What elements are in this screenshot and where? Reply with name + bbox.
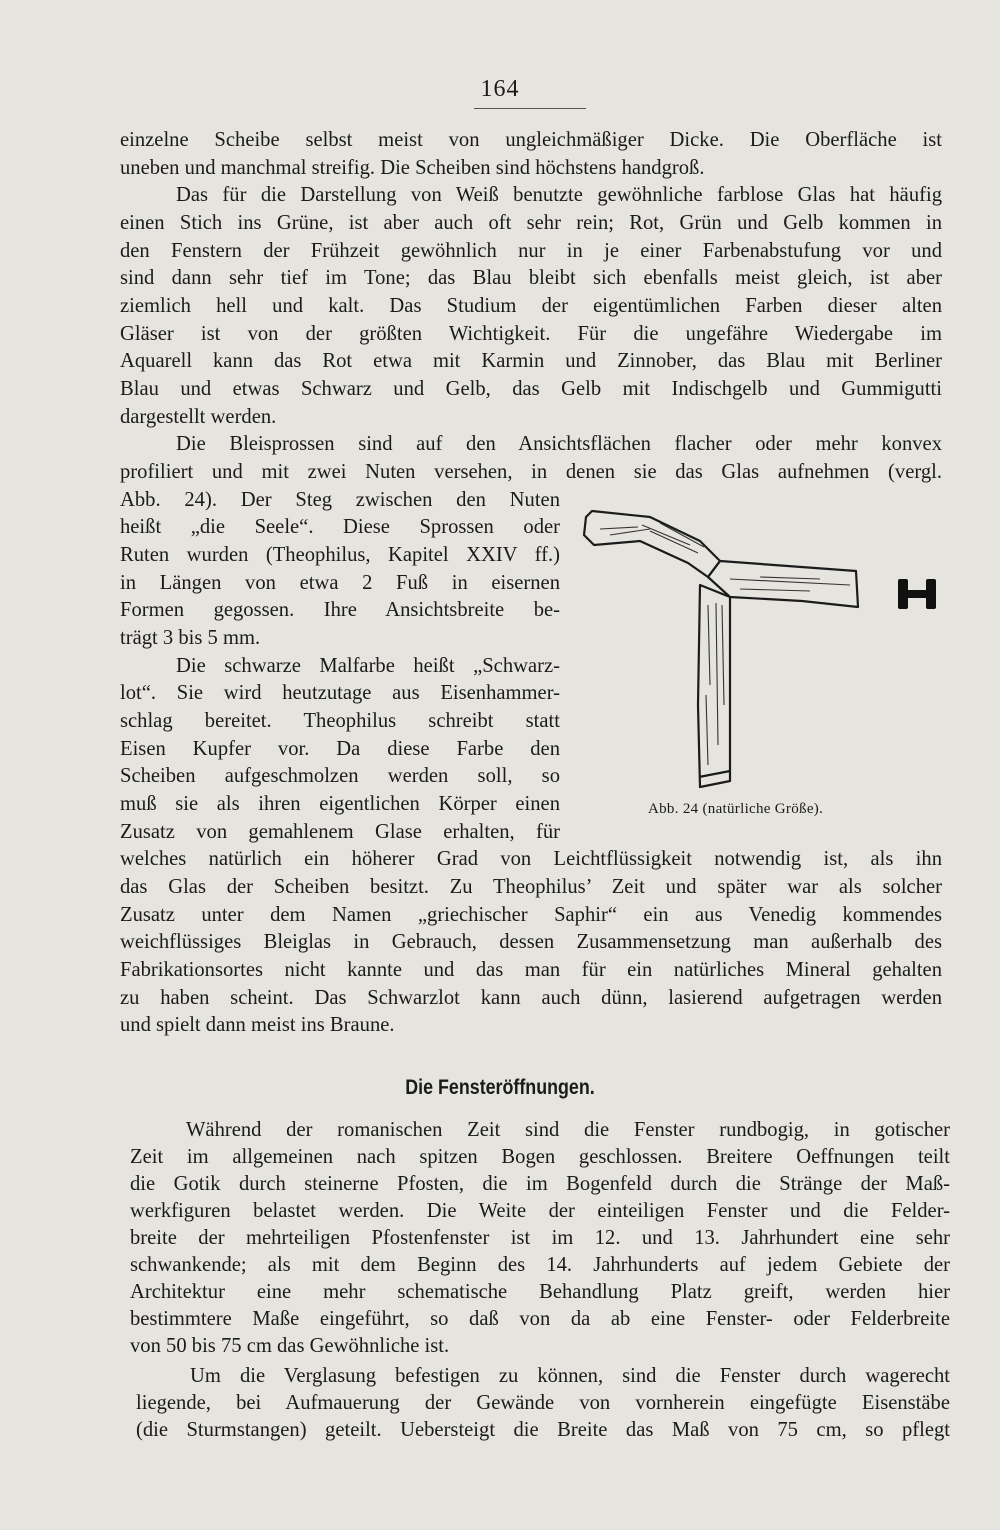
text-line: Gläser ist von der größten Wichtigkeit. Für die ungefähre Wiedergabe im (120, 323, 942, 345)
text-line: werkfiguren belastet werden. Die Weite der einteiligen Fenster und die Felder- (130, 1200, 950, 1222)
text-line: Architektur eine mehr schematische Behandlung Platz greift, werden hier (130, 1281, 950, 1303)
text-line: Zeit im allgemeinen nach spitzen Bogen geschlossen. Breitere Oeffnungen teilt (130, 1146, 950, 1168)
text-line: und spielt dann meist ins Braune. (120, 1014, 395, 1036)
text-line: liegende, bei Aufmauerung der Gewände von vornherein eingefügte Eisenstäbe (136, 1392, 950, 1414)
text-line: einen Stich ins Grüne, ist aber auch oft sehr rein; Rot, Grün und Gelb kommen in (120, 212, 942, 234)
text-line: lot“. Sie wird heutzutage aus Eisenhammer- (120, 682, 560, 704)
text-line: Aquarell kann das Rot etwa mit Karmin und Zinnober, das Blau mit Berliner (120, 350, 942, 372)
text-line: muß sie als ihren eigentlichen Körper einen (120, 793, 560, 815)
text-line: weichflüssiges Bleiglas in Gebrauch, dessen Zusammensetzung man außerhalb des (120, 931, 942, 953)
text-line: Ruten wurden (Theophilus, Kapitel XXIV ff.) (120, 544, 560, 566)
text-line: Formen gegossen. Ihre Ansichtsbreite be- (120, 599, 560, 621)
text-line: schwankende; als mit dem Beginn des 14. Jahrhunderts auf jedem Gebiete der (130, 1254, 950, 1276)
text-line: Um die Verglasung befestigen zu können, sind die Fenster durch wagerecht (190, 1365, 950, 1387)
text-line: trägt 3 bis 5 mm. (120, 627, 261, 649)
text-line: dargestellt werden. (120, 406, 277, 428)
text-line: heißt „die Seele“. Diese Sprossen oder (120, 516, 560, 538)
text-line: Das für die Darstellung von Weiß benutzte gewöhnliche farblose Glas hat häufig (176, 184, 942, 206)
text-line: ziemlich hell und kalt. Das Studium der eigentümlichen Farben dieser alten (120, 295, 942, 317)
text-line: uneben und manchmal streifig. Die Scheiben sind höchstens handgroß. (120, 157, 705, 179)
text-line: von 50 bis 75 cm das Gewöhnliche ist. (130, 1335, 450, 1357)
text-line: breite der mehrteiligen Pfostenfenster ist im 12. und 13. Jahrhundert eine sehr (130, 1227, 950, 1249)
text-line: Die schwarze Malfarbe heißt „Schwarz- (176, 655, 560, 677)
text-line: Scheiben aufgeschmolzen werden soll, so (120, 765, 560, 787)
text-line: Zusatz unter dem Namen „griechischer Saphir“ ein aus Venedig kommendes (120, 904, 942, 926)
text-line: das Glas der Scheiben besitzt. Zu Theophilus’ Zeit und später war als solcher (120, 876, 942, 898)
text-line: die Gotik durch steinerne Pfosten, die im Bogenfeld durch die Stränge der Maß- (130, 1173, 950, 1195)
h-profile-icon (896, 577, 938, 611)
text-line: profiliert und mit zwei Nuten versehen, in denen sie das Glas aufnehmen (vergl. (120, 461, 942, 483)
text-line: Fabrikationsortes nicht kannte und das man für ein natürliches Mineral gehalten (120, 959, 942, 981)
text-line: (die Sturmstangen) geteilt. Uebersteigt die Breite das Maß von 75 cm, so pflegt (136, 1419, 950, 1441)
page-number: 164 (480, 76, 520, 102)
text-line: in Längen von etwa 2 Fuß in eisernen (120, 572, 560, 594)
text-line: Blau und etwas Schwarz und Gelb, das Gelb mit Indischgelb und Gummigutti (120, 378, 942, 400)
text-line: zu haben scheint. Das Schwarzlot kann auch dünn, lasierend aufgetragen werden (120, 987, 942, 1009)
figure-caption: Abb. 24 (natürliche Größe). (648, 801, 824, 817)
text-line: schlag bereitet. Theophilus schreibt statt (120, 710, 560, 732)
text-line: den Fenstern der Frühzeit gewöhnlich nur in je einer Farbenabstufung vor und (120, 240, 942, 262)
text-line: Zusatz von gemahlenem Glase erhalten, für (120, 821, 560, 843)
text-line: Während der romanischen Zeit sind die Fenster rundbogig, in gotischer (186, 1119, 950, 1141)
text-line: welches natürlich ein höherer Grad von Leichtflüssigkeit notwendig ist, als ihn (120, 848, 942, 870)
text-line: sind dann sehr tief im Tone; das Blau bleibt sich ebenfalls meist gleich, ist aber (120, 267, 942, 289)
text-line: Abb. 24). Der Steg zwischen den Nuten (120, 489, 560, 511)
section-heading: Die Fensteröffnungen. (405, 1076, 595, 1099)
text-line: einzelne Scheibe selbst meist von ungleichmäßiger Dicke. Die Oberfläche ist (120, 129, 942, 151)
text-line: bestimmtere Maße eingeführt, so daß von da ab eine Fenster- oder Felderbreite (130, 1308, 950, 1330)
text-line: Die Bleisprossen sind auf den Ansichtsflächen flacher oder mehr konvex (176, 433, 942, 455)
text-line: Eisen Kupfer vor. Da diese Farbe den (120, 738, 560, 760)
t-shaped-lead-came-drawing (580, 505, 880, 795)
